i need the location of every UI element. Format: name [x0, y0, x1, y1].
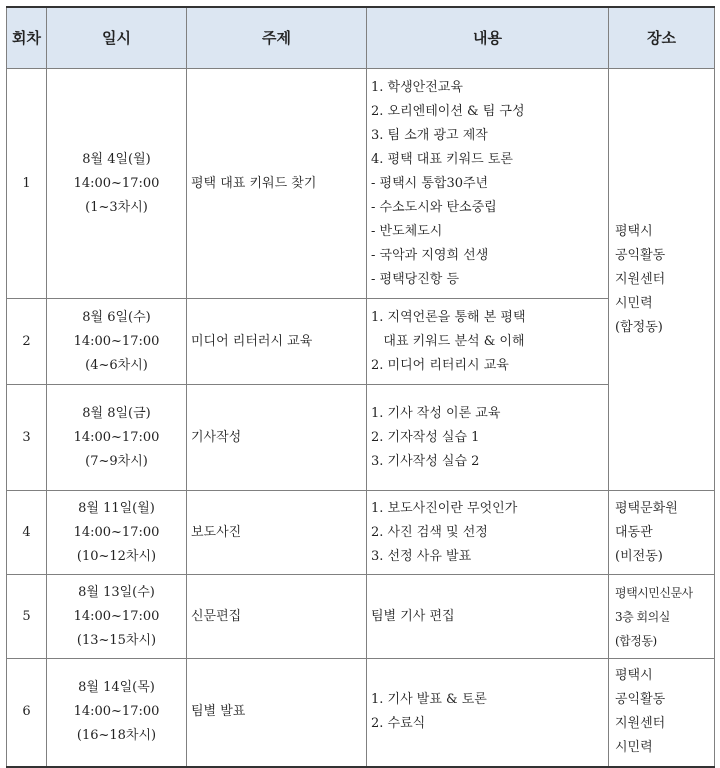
content-line: 1. 학생안전교육	[371, 79, 463, 95]
schedule-table	[6, 6, 715, 768]
round-cell: 1	[7, 69, 47, 299]
content-line: 2. 오리엔테이션 & 팀 구성	[371, 103, 525, 119]
session-text: (10~12차시)	[76, 548, 157, 564]
place-line: 평택시	[615, 668, 653, 684]
content-cell	[367, 385, 609, 491]
topic-cell: 팀별 발표	[187, 659, 367, 767]
datetime-cell	[47, 385, 187, 491]
place-line: 지원센터	[615, 271, 666, 287]
round-cell: 2	[7, 299, 47, 385]
content-cell	[367, 299, 609, 385]
round-cell: 6	[7, 659, 47, 767]
place-line: (합정동)	[615, 633, 657, 648]
content-line: 대표 키워드 분석 & 이해	[371, 333, 525, 349]
content-line: 1. 지역언론을 통해 본 평택	[371, 309, 526, 325]
session-text: (1~3차시)	[85, 199, 148, 215]
content-line: 2. 수료식	[371, 716, 426, 732]
time-text: 14:00~17:00	[73, 524, 160, 540]
content-line: 3. 팀 소개 광고 제작	[371, 127, 488, 143]
topic-cell: 미디어 리터러시 교육	[187, 299, 367, 385]
time-text: 14:00~17:00	[73, 333, 160, 349]
content-line: - 평택시 통합30주년	[371, 175, 489, 191]
header-place: 장소	[609, 7, 715, 69]
content-cell	[367, 69, 609, 299]
round-cell: 4	[7, 491, 47, 575]
place-line: 평택시	[615, 223, 653, 239]
content-line: - 반도체도시	[371, 223, 443, 239]
date-text: 8월 6일(수)	[82, 309, 151, 325]
date-text: 8월 11일(월)	[78, 500, 155, 516]
content-line: 3. 선정 사유 발표	[371, 548, 472, 564]
session-text: (4~6차시)	[85, 357, 148, 373]
place-line: (비전동)	[615, 548, 663, 564]
topic-cell: 신문편집	[187, 575, 367, 659]
content-cell	[367, 575, 609, 659]
datetime-cell	[47, 491, 187, 575]
place-line: 평택시민신문사	[615, 585, 693, 600]
content-line: 4. 평택 대표 키워드 토론	[371, 151, 513, 167]
content-line: 2. 기자작성 실습 1	[371, 429, 480, 445]
place-line: 대동관	[615, 524, 653, 540]
place-line: 지원센터	[615, 716, 666, 732]
place-line: 평택문화원	[615, 500, 678, 516]
date-text: 8월 4일(월)	[82, 151, 151, 167]
content-line: 2. 사진 검색 및 선정	[371, 524, 488, 540]
content-line: - 수소도시와 탄소중립	[371, 199, 497, 215]
place-line: 시민력	[615, 295, 653, 311]
time-text: 14:00~17:00	[73, 704, 160, 720]
header-topic: 주제	[187, 7, 367, 69]
table-row	[7, 299, 715, 385]
header-row	[7, 7, 715, 69]
content-line: 1. 기사 작성 이론 교육	[371, 405, 501, 421]
date-text: 8월 8일(금)	[82, 405, 151, 421]
session-text: (16~18차시)	[76, 728, 157, 744]
topic-cell: 평택 대표 키워드 찾기	[187, 69, 367, 299]
date-text: 8월 14일(목)	[78, 680, 155, 696]
content-line: 1. 기사 발표 & 토론	[371, 692, 487, 708]
place-line: 공익활동	[615, 247, 666, 263]
table-row	[7, 659, 715, 767]
content-line: 2. 미디어 리터리시 교육	[371, 357, 509, 373]
content-line: 3. 기사작성 실습 2	[371, 453, 480, 469]
datetime-cell	[47, 299, 187, 385]
session-text: (13~15차시)	[76, 632, 157, 648]
table-row	[7, 69, 715, 299]
table-row	[7, 385, 715, 491]
header-round: 회차	[7, 7, 47, 69]
topic-cell: 기사작성	[187, 385, 367, 491]
place-cell	[609, 491, 715, 575]
place-line: 3층 회의실	[615, 609, 670, 624]
content-line: - 평택당진항 등	[371, 271, 460, 287]
content-cell	[367, 659, 609, 767]
time-text: 14:00~17:00	[73, 175, 160, 191]
date-text: 8월 13일(수)	[78, 584, 155, 600]
content-line: 팀별 기사 편집	[371, 608, 455, 624]
content-line: 1. 보도사진이란 무엇인가	[371, 500, 518, 516]
datetime-cell	[47, 69, 187, 299]
datetime-cell	[47, 659, 187, 767]
time-text: 14:00~17:00	[73, 429, 160, 445]
place-line: 공익활동	[615, 692, 666, 708]
round-cell: 5	[7, 575, 47, 659]
content-cell	[367, 491, 609, 575]
place-cell	[609, 659, 715, 767]
topic-cell: 보도사진	[187, 491, 367, 575]
round-cell: 3	[7, 385, 47, 491]
place-line: 시민력	[615, 740, 653, 756]
header-content: 내용	[367, 7, 609, 69]
header-datetime: 일시	[47, 7, 187, 69]
content-line: - 국악과 지영희 선생	[371, 247, 489, 263]
session-text: (7~9차시)	[85, 453, 148, 469]
place-cell	[609, 575, 715, 659]
table-row	[7, 575, 715, 659]
place-line: (합정동)	[615, 319, 663, 335]
time-text: 14:00~17:00	[73, 608, 160, 624]
datetime-cell	[47, 575, 187, 659]
place-cell	[609, 69, 715, 491]
table-row	[7, 491, 715, 575]
